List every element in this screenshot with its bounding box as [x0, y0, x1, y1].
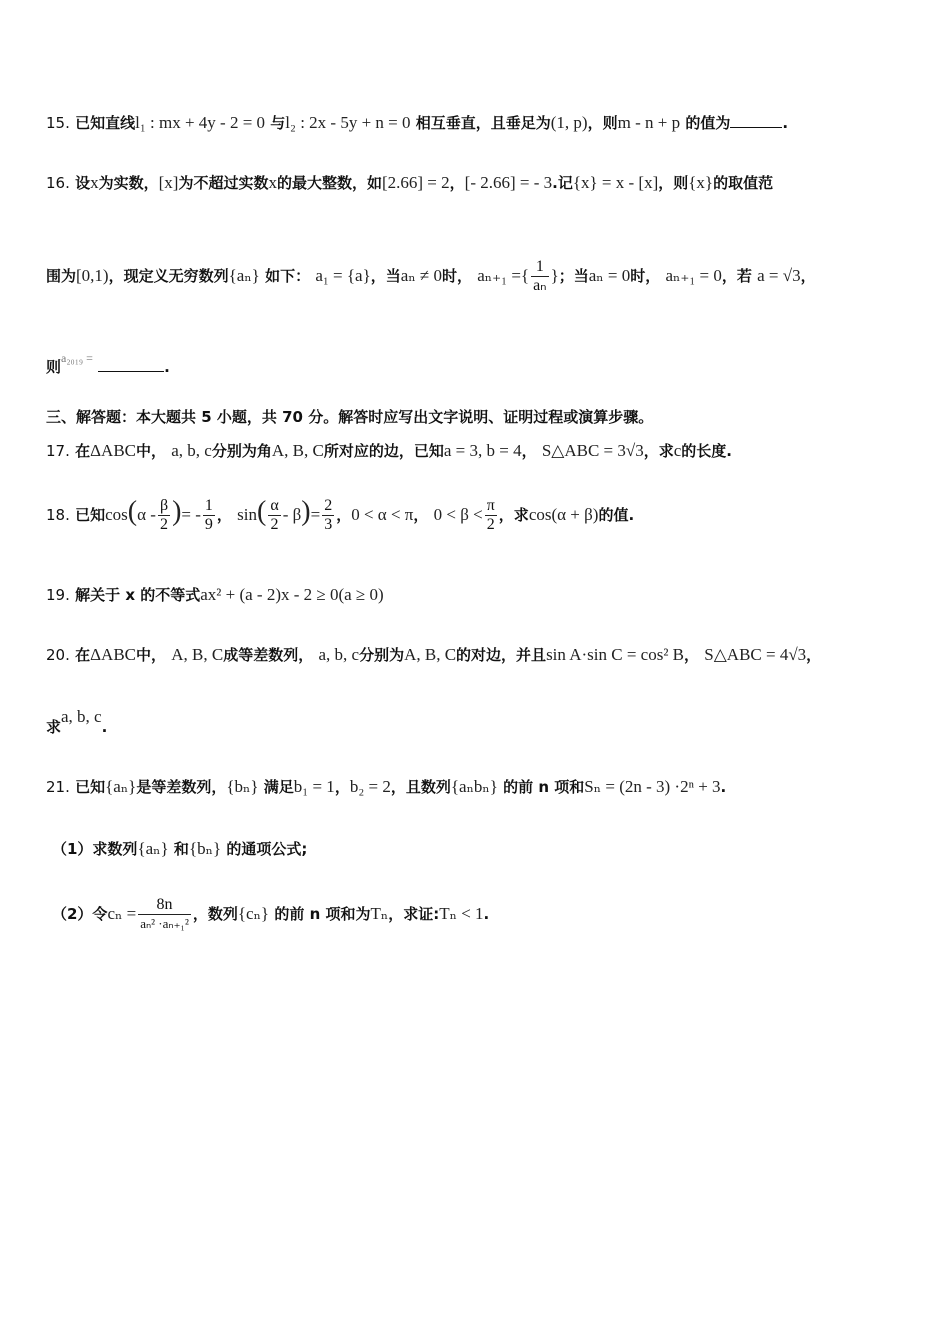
q21-p2-cn: cₙ = — [107, 904, 137, 923]
q16-comma: ， — [449, 174, 465, 192]
q18-sin-beta: - β — [282, 505, 302, 524]
q16-frac-part: {x} — [688, 173, 714, 192]
q18-sin-num: α — [270, 497, 279, 514]
q16-x2: x — [268, 173, 277, 192]
q17-area: S△ABC = 3√3 — [541, 441, 644, 460]
q20-triangle: ΔABC — [90, 645, 136, 664]
q18-text-1: 已知 — [75, 506, 106, 524]
q21-text-1: 已知 — [75, 778, 106, 796]
q17-text-1: 在 — [75, 442, 91, 460]
q21-comma: ， — [334, 778, 350, 796]
q20-angles: A, B, C — [171, 645, 224, 664]
q18-text-2: ，求 — [498, 506, 529, 524]
q18-cos-fraction — [158, 497, 170, 534]
q16-l2-text-f: ；当 — [558, 267, 589, 285]
q18-number: 18. — [46, 506, 70, 524]
q17-text-5: ，求 — [643, 442, 674, 460]
q21-p2-den: aₙ² ·aₙ₊₁² — [140, 916, 189, 931]
q18-sin-paren-open: ( — [257, 496, 267, 527]
q18-line — [46, 496, 634, 534]
q16-brace-close: } — [550, 266, 559, 285]
q18-paren-close: ) — [172, 496, 182, 527]
q21-part-1 — [52, 838, 307, 859]
q18-cos-eq: = - — [181, 505, 201, 524]
q21-b1: b₁ = 1 — [293, 777, 335, 796]
q20-line-2 — [46, 707, 108, 737]
q16-line-2 — [46, 258, 816, 295]
q17-text-3: 分别为角 — [211, 442, 272, 460]
q21-p1-bn: {bₙ} — [188, 839, 222, 858]
q18-sin-val-den: 3 — [324, 516, 333, 533]
q21-p2-text-3: ，求证: — [388, 905, 440, 923]
q18-range-alpha: 0 < α < π — [351, 505, 414, 524]
q20-text-1: 在 — [75, 646, 91, 664]
q21-p2-tn: Tₙ — [370, 904, 389, 923]
q18-target: cos(α + β) — [528, 505, 599, 524]
q16-l2-text-i: ， — [800, 267, 816, 285]
q20-comma-2: ， — [806, 646, 822, 664]
q16-brace-open: { — [520, 266, 530, 285]
q16-recurrence-fraction — [531, 258, 548, 295]
q16-target: a₂₀₁₉ = — [61, 351, 93, 365]
q15-text-4: ，则 — [587, 114, 618, 132]
q17-number: 17. — [46, 442, 70, 460]
q15-text-2: 与 — [270, 114, 286, 132]
q17-text-6: 的长度. — [681, 442, 732, 460]
q21-p2-num: 8n — [138, 896, 191, 915]
q16-cond-1: aₙ ≠ 0 — [400, 266, 443, 285]
q21-p1-and: 和 — [173, 840, 189, 858]
q18-cos-num: β — [159, 497, 169, 514]
q18-cos-value — [203, 497, 215, 534]
q20-text-3: 成等差数列， — [223, 646, 314, 664]
q15-expression: m - n + p — [617, 113, 681, 132]
q21-anbn: {aₙbₙ} — [450, 777, 498, 796]
q21-text-3: 满足 — [263, 778, 294, 796]
q21-p2-text-1: ，数列 — [192, 905, 238, 923]
q16-sequence: {aₙ} — [228, 266, 260, 285]
q18-sin-eq: = — [310, 505, 321, 524]
q21-b2: b₂ = 2 — [349, 777, 391, 796]
q16-range: [0,1) — [76, 266, 109, 285]
q18-range-beta-num: π — [486, 497, 495, 514]
q16-a1: a₁ = {a} — [315, 266, 371, 285]
q16-number: 16. — [46, 174, 70, 192]
q16-end: . — [164, 358, 170, 376]
q16-text-7: 的取值范 — [713, 174, 774, 192]
q16-text-5: .记 — [552, 174, 573, 192]
q18-range-beta: 0 < β < — [433, 505, 483, 524]
q20-text-2: 中， — [136, 646, 167, 664]
q21-p2-inequality: Tₙ < 1 — [439, 904, 484, 923]
q20-text-5: 的对边，并且 — [456, 646, 547, 664]
q16-l2-text-c: 如下： — [265, 267, 311, 285]
q15-text-1: 已知直线 — [75, 114, 136, 132]
q16-example-2: [- 2.66] = - 3 — [464, 173, 553, 192]
q20-target: a, b, c — [61, 707, 102, 726]
q21-p1-label: （1）求数列 — [52, 840, 138, 858]
q15-line1-eq: l₁ : mx + 4y - 2 = 0 — [135, 113, 266, 132]
q18-cos-val-den: 9 — [204, 516, 213, 533]
q16-l2-text-d: ，当 — [370, 267, 401, 285]
q21-part-2 — [52, 896, 489, 933]
q18-comma-3: ， — [413, 506, 429, 524]
q20-line-1 — [46, 644, 821, 665]
q16-text-6: ，则 — [658, 174, 689, 192]
q19-inequality: ax² + (a - 2)x - 2 ≥ 0(a ≥ 0) — [200, 585, 384, 604]
q21-p2-label: （2）令 — [52, 905, 108, 923]
q18-cos-alpha: α - — [137, 505, 156, 524]
q16-l2-text-a: 围为 — [46, 267, 77, 285]
q17-c: c — [673, 441, 682, 460]
q18-cos-val-num: 1 — [204, 497, 213, 514]
q21-text-4: ，且数列 — [390, 778, 451, 796]
q21-p2-text-2: 的前 n 项和为 — [274, 905, 371, 923]
q20-area: S△ABC = 4√3 — [704, 645, 807, 664]
q18-paren-open: ( — [127, 496, 138, 527]
q15-answer-blank[interactable] — [730, 115, 782, 128]
q18-comma-2: ， — [336, 506, 352, 524]
q17-text-2: 中， — [136, 442, 167, 460]
q18-cos-den: 2 — [160, 516, 168, 533]
q19-line — [46, 584, 384, 605]
q18-sin-fraction — [268, 497, 280, 534]
q18-sin-den: 2 — [270, 516, 279, 533]
q20-number: 20. — [46, 646, 70, 664]
q16-text-2: 为实数， — [98, 174, 159, 192]
q21-p2-fraction — [138, 896, 191, 933]
q16-floor: [x] — [158, 173, 179, 192]
q20-comma-1: ， — [684, 646, 700, 664]
q16-example-1: [2.66] = 2 — [381, 173, 450, 192]
q20-text-4: 分别为 — [359, 646, 405, 664]
q21-p1-an: {aₙ} — [137, 839, 169, 858]
q21-end: . — [720, 778, 727, 796]
section-heading — [46, 406, 653, 427]
q16-rec-numerator: 1 — [531, 258, 548, 277]
q16-text-3: 为不超过实数 — [178, 174, 269, 192]
q18-range-beta-fraction — [485, 497, 497, 534]
q16-cond-2: aₙ = 0 — [588, 266, 631, 285]
q19-text-1: 解关于 x 的不等式 — [75, 586, 201, 604]
q15-foot-point: (1, p) — [550, 113, 588, 132]
q21-sum: Sₙ = (2n - 3) ·2ⁿ + 3 — [584, 777, 721, 796]
q18-sin-prefix: sin — [237, 505, 257, 524]
q17-angles: A, B, C — [271, 441, 324, 460]
q15-number: 15. — [46, 114, 70, 132]
q17-comma: ， — [521, 442, 537, 460]
q18-sin-val-num: 2 — [324, 497, 333, 514]
q15-text-5: 的值为 — [685, 114, 731, 132]
q16-rec-denominator: aₙ — [533, 277, 547, 294]
q18-cos-prefix: cos — [105, 505, 128, 524]
q16-recurrence-2: aₙ₊₁ = 0 — [665, 266, 722, 285]
q15-text-3: 相互垂直，且垂足为 — [415, 114, 551, 132]
q16-x: x — [90, 173, 99, 192]
q16-line-3 — [46, 351, 170, 377]
q21-p1-rest: 的通项公式; — [226, 840, 308, 858]
q17-triangle: ΔABC — [90, 441, 136, 460]
q16-a-value: a = √3 — [757, 266, 801, 285]
q18-text-3: 的值. — [598, 506, 635, 524]
q21-text-5: 的前 n 项和 — [503, 778, 585, 796]
q19-number: 19. — [46, 586, 70, 604]
q21-number: 21. — [46, 778, 70, 796]
q18-comma-1: ， — [216, 506, 232, 524]
q21-bn: {bₙ} — [226, 777, 259, 796]
q15-end: . — [782, 114, 789, 132]
q20-end: . — [101, 718, 108, 736]
q21-text-2: 是等差数列， — [136, 778, 227, 796]
q17-sides: a, b, c — [171, 441, 212, 460]
q21-an: {aₙ} — [105, 777, 137, 796]
q16-l2-text-h: ，若 — [721, 267, 752, 285]
q16-definition: {x} = x - [x] — [572, 173, 659, 192]
q18-sin-paren-close: ) — [301, 496, 311, 527]
q20-condition: sin A·sin C = cos² B — [546, 645, 685, 664]
q16-recurrence-lhs: aₙ₊₁ = — [477, 266, 521, 285]
q18-range-beta-den: 2 — [486, 516, 495, 533]
q16-line-1 — [46, 172, 773, 193]
q16-l2-text-g: 时， — [630, 267, 661, 285]
q16-l3-text-a: 则 — [46, 358, 62, 376]
q16-l2-text-e: 时， — [442, 267, 473, 285]
q21-line — [46, 776, 726, 797]
section-title: 三、解答题：本大题共 5 小题，共 70 分。解答时应写出文字说明、证明过程或演算步骤。 — [46, 408, 654, 426]
q20-sides: a, b, c — [318, 645, 360, 664]
q16-text-4: 的最大整数，如 — [276, 174, 382, 192]
q21-p2-end: . — [483, 905, 490, 923]
q16-l2-text-b: ，现定义无穷数列 — [108, 267, 229, 285]
q18-sin-value — [322, 497, 334, 534]
q15-line — [46, 112, 788, 133]
q21-p2-seq: {cₙ} — [237, 904, 270, 923]
q16-text-1: 设 — [75, 174, 91, 192]
q15-line2-eq: l₂ : 2x - 5y + n = 0 — [285, 113, 411, 132]
q17-line — [46, 440, 732, 461]
q20-angles-2: A, B, C — [404, 645, 457, 664]
q20-l2-text-a: 求 — [46, 718, 62, 736]
q17-given: a = 3, b = 4 — [443, 441, 522, 460]
q16-answer-blank[interactable] — [98, 359, 164, 372]
q17-text-4: 所对应的边，已知 — [323, 442, 444, 460]
